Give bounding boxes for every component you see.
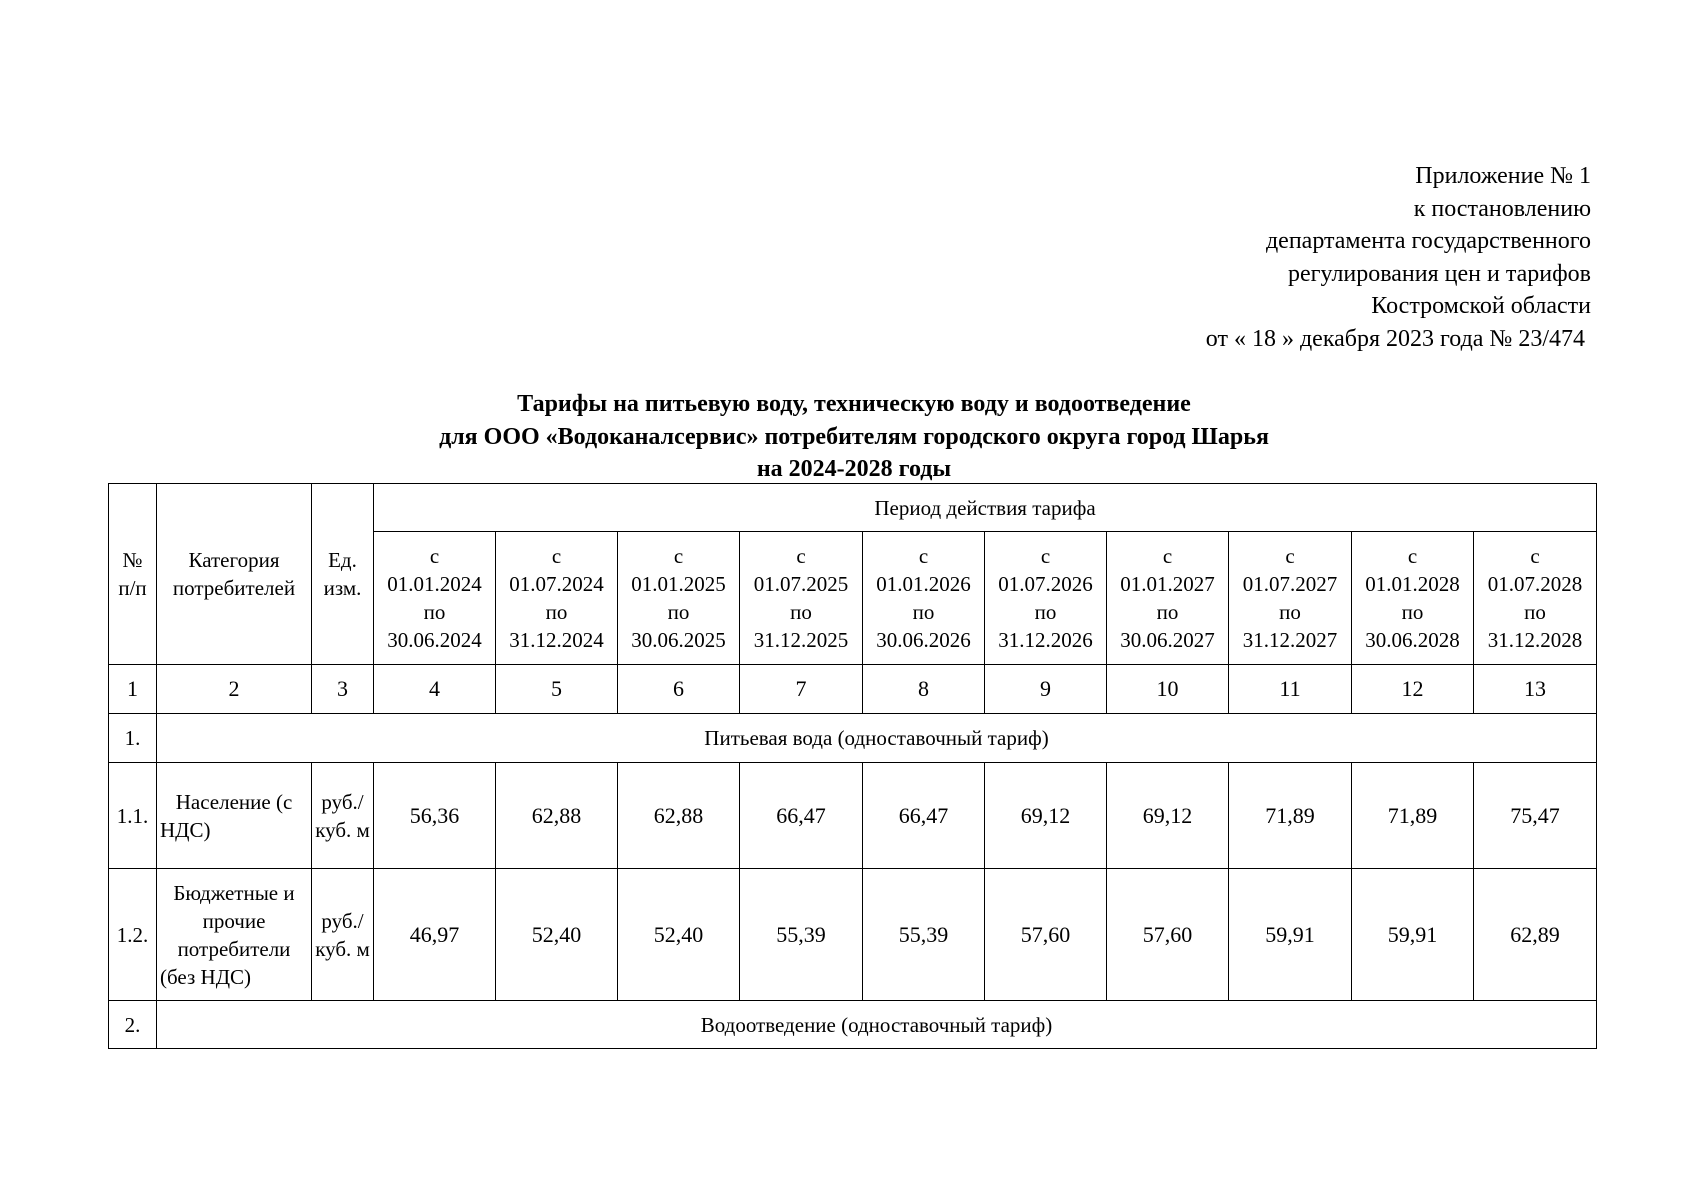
column-number-row bbox=[109, 665, 1597, 714]
header-unit: Ед. изм. bbox=[312, 484, 374, 665]
tariff-value: 66,47 bbox=[740, 763, 863, 869]
column-number: 1 bbox=[109, 665, 157, 714]
tariff-table bbox=[108, 483, 1597, 1049]
column-number: 8 bbox=[863, 665, 985, 714]
appendix-line: Костромской области bbox=[1371, 293, 1591, 320]
row-unit: руб./ куб. м bbox=[312, 869, 374, 1001]
row-num: 1.1. bbox=[109, 763, 157, 869]
appendix-line: департамента государственного bbox=[1265, 228, 1591, 255]
tariff-value: 62,88 bbox=[618, 763, 740, 869]
tariff-value: 75,47 bbox=[1474, 763, 1597, 869]
period-cell: с 01.01.2028 по 30.06.2028 bbox=[1352, 532, 1474, 665]
column-number: 12 bbox=[1352, 665, 1474, 714]
tariff-value: 62,88 bbox=[496, 763, 618, 869]
column-number: 6 bbox=[618, 665, 740, 714]
row-unit: руб./ куб. м bbox=[312, 763, 374, 869]
section-title: Водоотведение (одноставочный тариф) bbox=[157, 1001, 1597, 1049]
section-title: Питьевая вода (одноставочный тариф) bbox=[157, 714, 1597, 763]
tariff-value: 55,39 bbox=[863, 869, 985, 1001]
period-cell: с 01.07.2025 по 31.12.2025 bbox=[740, 532, 863, 665]
section-num: 1. bbox=[109, 714, 157, 763]
header-period: Период действия тарифа bbox=[374, 484, 1597, 532]
document-title bbox=[110, 388, 1598, 486]
table-row bbox=[109, 763, 1597, 869]
tariff-value: 55,39 bbox=[740, 869, 863, 1001]
title-line: Тарифы на питьевую воду, техническую воду и водоотведение bbox=[517, 391, 1191, 417]
column-number: 11 bbox=[1229, 665, 1352, 714]
tariff-value: 62,89 bbox=[1474, 869, 1597, 1001]
column-number: 4 bbox=[374, 665, 496, 714]
header-category: Категория потребителей bbox=[157, 484, 312, 665]
period-cell: с 01.01.2027 по 30.06.2027 bbox=[1107, 532, 1229, 665]
section-row bbox=[109, 714, 1597, 763]
column-number: 5 bbox=[496, 665, 618, 714]
section-row bbox=[109, 1001, 1597, 1049]
tariff-value: 52,40 bbox=[618, 869, 740, 1001]
column-number: 2 bbox=[157, 665, 312, 714]
tariff-value: 57,60 bbox=[1107, 869, 1229, 1001]
header-row-period bbox=[109, 484, 1597, 532]
title-line: на 2024-2028 годы bbox=[756, 456, 952, 482]
table-row bbox=[109, 869, 1597, 1001]
period-cell: с 01.07.2028 по 31.12.2028 bbox=[1474, 532, 1597, 665]
period-cell: с 01.07.2024 по 31.12.2024 bbox=[496, 532, 618, 665]
appendix-line: от « 18 » декабря 2023 года № 23/474 bbox=[1205, 325, 1585, 352]
column-number: 7 bbox=[740, 665, 863, 714]
period-cell: с 01.07.2026 по 31.12.2026 bbox=[985, 532, 1107, 665]
tariff-value: 71,89 bbox=[1352, 763, 1474, 869]
column-number: 3 bbox=[312, 665, 374, 714]
section-num: 2. bbox=[109, 1001, 157, 1049]
title-line: для ООО «Водоканалсервис» потребителям городского округа город Шарья bbox=[439, 423, 1269, 450]
column-number: 9 bbox=[985, 665, 1107, 714]
period-cell: с 01.01.2024 по 30.06.2024 bbox=[374, 532, 496, 665]
period-cell: с 01.01.2025 по 30.06.2025 bbox=[618, 532, 740, 665]
tariff-value: 59,91 bbox=[1229, 869, 1352, 1001]
row-num: 1.2. bbox=[109, 869, 157, 1001]
row-category: Население (с НДС) bbox=[157, 763, 312, 869]
header-num: № п/п bbox=[109, 484, 157, 665]
appendix-header bbox=[1206, 160, 1591, 356]
appendix-line: регулирования цен и тарифов bbox=[1288, 260, 1591, 287]
tariff-value: 69,12 bbox=[1107, 763, 1229, 869]
row-category: Бюджетные и прочие потребители (без НДС) bbox=[157, 869, 312, 1001]
period-cell: с 01.07.2027 по 31.12.2027 bbox=[1229, 532, 1352, 665]
tariff-value: 71,89 bbox=[1229, 763, 1352, 869]
appendix-line: к постановлению bbox=[1413, 195, 1591, 222]
appendix-line: Приложение № 1 bbox=[1415, 163, 1591, 189]
tariff-value: 56,36 bbox=[374, 763, 496, 869]
column-number: 13 bbox=[1474, 665, 1597, 714]
column-number: 10 bbox=[1107, 665, 1229, 714]
tariff-value: 57,60 bbox=[985, 869, 1107, 1001]
tariff-value: 59,91 bbox=[1352, 869, 1474, 1001]
tariff-value: 69,12 bbox=[985, 763, 1107, 869]
tariff-value: 66,47 bbox=[863, 763, 985, 869]
tariff-value: 46,97 bbox=[374, 869, 496, 1001]
tariff-value: 52,40 bbox=[496, 869, 618, 1001]
period-cell: с 01.01.2026 по 30.06.2026 bbox=[863, 532, 985, 665]
